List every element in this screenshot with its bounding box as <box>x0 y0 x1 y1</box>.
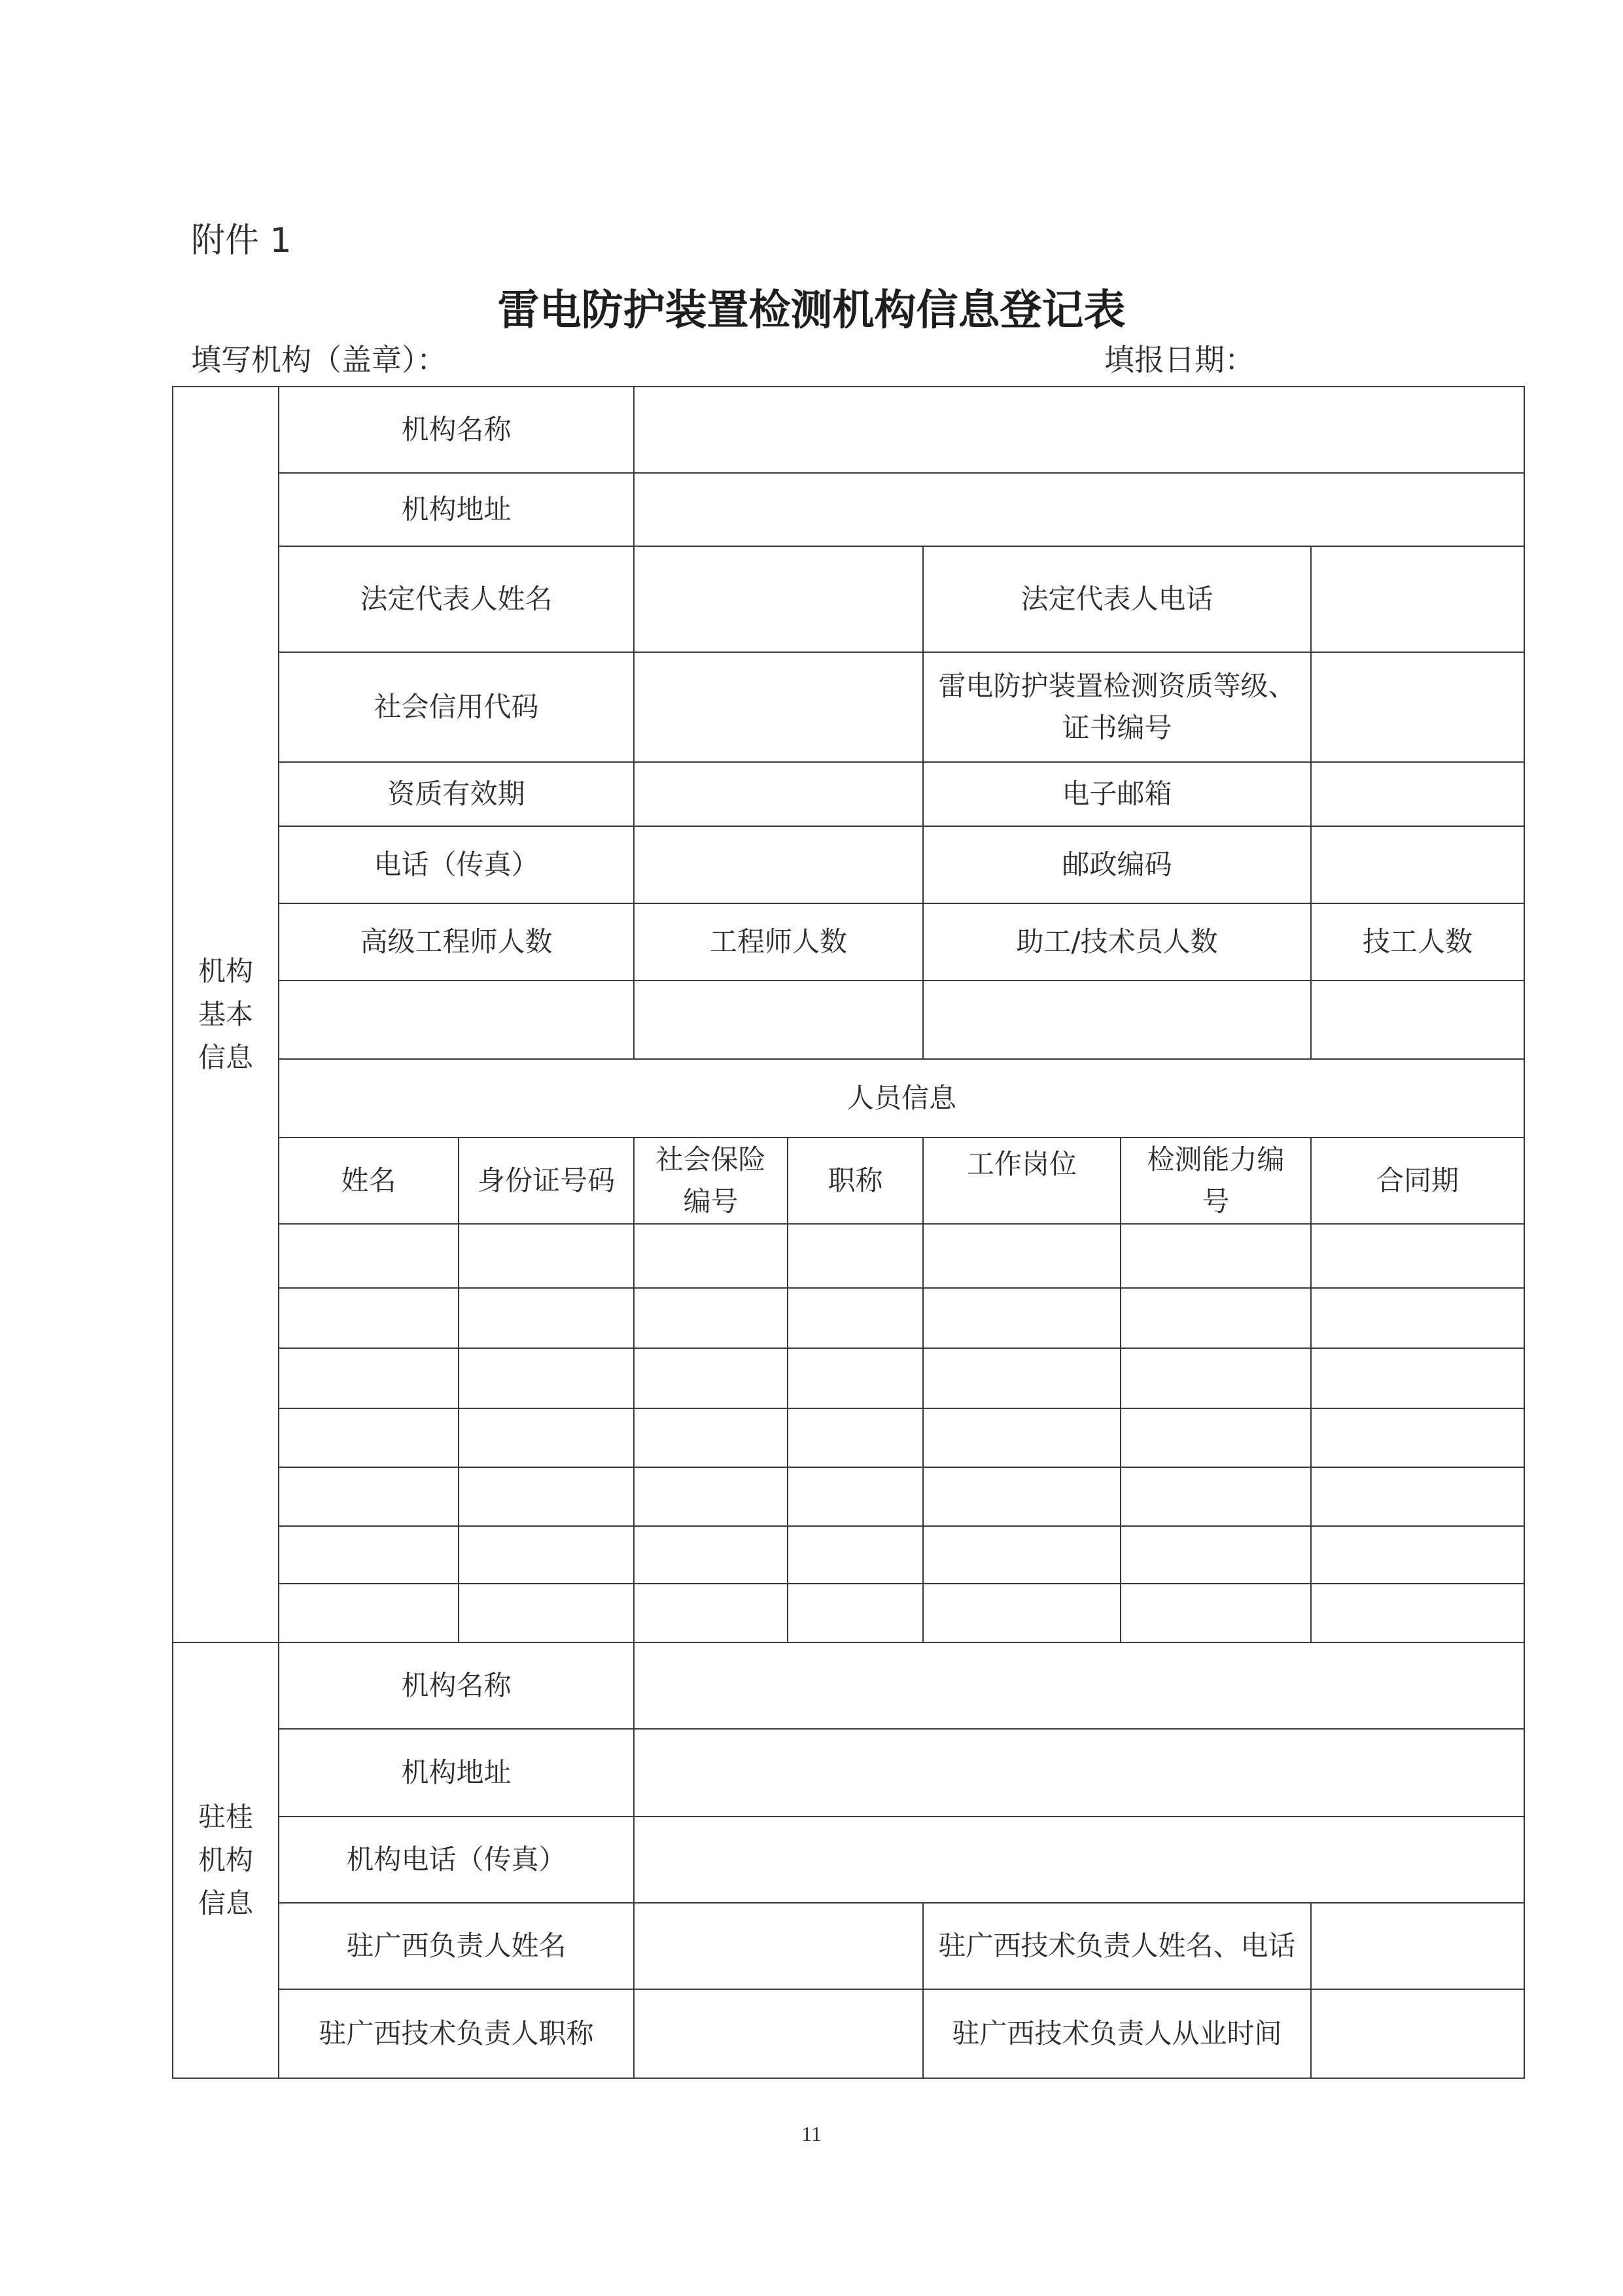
field-gx-org-address[interactable] <box>634 1729 1524 1817</box>
personnel-cell[interactable] <box>1121 1224 1311 1288</box>
personnel-cell[interactable] <box>634 1526 788 1584</box>
label-org-address: 机构地址 <box>279 473 634 546</box>
attachment-label: 附件 1 <box>191 221 292 260</box>
personnel-cell[interactable] <box>1311 1348 1524 1408</box>
personnel-heading: 人员信息 <box>279 1059 1524 1138</box>
personnel-cell[interactable] <box>1121 1584 1311 1643</box>
personnel-cell[interactable] <box>459 1584 634 1643</box>
label-gx-org-name: 机构名称 <box>279 1643 634 1729</box>
label-legal-rep-name: 法定代表人姓名 <box>279 546 634 652</box>
personnel-cell[interactable] <box>923 1348 1121 1408</box>
label-gx-tech-head-years: 驻广西技术负责人从业时间 <box>923 1989 1311 2078</box>
field-gx-org-phone-fax[interactable] <box>634 1817 1524 1903</box>
personnel-row <box>173 1467 1524 1526</box>
field-org-address[interactable] <box>634 473 1524 546</box>
field-postcode[interactable] <box>1311 826 1524 903</box>
label-org-name: 机构名称 <box>279 387 634 473</box>
personnel-cell[interactable] <box>279 1584 459 1643</box>
field-technical-workers[interactable] <box>1311 981 1524 1059</box>
personnel-cell[interactable] <box>279 1526 459 1584</box>
column-header-id-number: 身份证号码 <box>459 1138 634 1224</box>
field-legal-rep-phone[interactable] <box>1311 546 1524 652</box>
registration-form-table <box>172 386 1525 2079</box>
field-qualification-cert[interactable] <box>1311 652 1524 762</box>
personnel-cell[interactable] <box>634 1348 788 1408</box>
column-header-social-insurance-no: 社会保险 编号 <box>634 1138 788 1224</box>
personnel-cell[interactable] <box>788 1408 923 1467</box>
label-qualification-validity: 资质有效期 <box>279 762 634 826</box>
personnel-cell[interactable] <box>923 1584 1121 1643</box>
filling-date-label: 填报日期： <box>1104 342 1255 377</box>
personnel-cell[interactable] <box>788 1348 923 1408</box>
personnel-cell[interactable] <box>1311 1584 1524 1643</box>
field-gx-tech-head-title[interactable] <box>634 1989 923 2078</box>
column-header-name: 姓名 <box>279 1138 459 1224</box>
personnel-row <box>173 1526 1524 1584</box>
label-phone-fax: 电话（传真） <box>279 826 634 903</box>
personnel-cell[interactable] <box>279 1408 459 1467</box>
field-legal-rep-name[interactable] <box>634 546 923 652</box>
personnel-cell[interactable] <box>923 1526 1121 1584</box>
label-postcode: 邮政编码 <box>923 826 1311 903</box>
personnel-cell[interactable] <box>788 1467 923 1526</box>
personnel-row <box>173 1584 1524 1643</box>
section-label-guangxi: 驻桂 机构 信息 <box>173 1643 279 2078</box>
field-org-name[interactable] <box>634 387 1524 473</box>
field-gx-tech-head-years[interactable] <box>1311 1989 1524 2078</box>
personnel-cell[interactable] <box>459 1408 634 1467</box>
column-header-position: 工作岗位 <box>923 1138 1121 1224</box>
personnel-cell[interactable] <box>923 1408 1121 1467</box>
personnel-cell[interactable] <box>459 1224 634 1288</box>
personnel-cell[interactable] <box>1121 1288 1311 1348</box>
personnel-cell[interactable] <box>279 1348 459 1408</box>
personnel-cell[interactable] <box>788 1288 923 1348</box>
field-qualification-validity[interactable] <box>634 762 923 826</box>
label-gx-org-phone-fax: 机构电话（传真） <box>279 1817 634 1903</box>
personnel-row <box>173 1408 1524 1467</box>
personnel-cell[interactable] <box>459 1348 634 1408</box>
field-email[interactable] <box>1311 762 1524 826</box>
personnel-cell[interactable] <box>279 1288 459 1348</box>
label-email: 电子邮箱 <box>923 762 1311 826</box>
personnel-cell[interactable] <box>1121 1467 1311 1526</box>
field-gx-tech-head-name-phone[interactable] <box>1311 1903 1524 1989</box>
field-gx-org-name[interactable] <box>634 1643 1524 1729</box>
field-credit-code[interactable] <box>634 652 923 762</box>
label-gx-tech-head-name-phone: 驻广西技术负责人姓名、电话 <box>923 1903 1311 1989</box>
personnel-cell[interactable] <box>459 1288 634 1348</box>
label-gx-head-name: 驻广西负责人姓名 <box>279 1903 634 1989</box>
form-title: 雷电防护装置检测机构信息登记表 <box>497 286 1126 335</box>
personnel-cell[interactable] <box>923 1467 1121 1526</box>
personnel-cell[interactable] <box>1121 1348 1311 1408</box>
personnel-cell[interactable] <box>634 1584 788 1643</box>
personnel-cell[interactable] <box>634 1288 788 1348</box>
personnel-cell[interactable] <box>279 1224 459 1288</box>
label-engineers: 工程师人数 <box>634 903 923 981</box>
field-phone-fax[interactable] <box>634 826 923 903</box>
label-legal-rep-phone: 法定代表人电话 <box>923 546 1311 652</box>
personnel-cell[interactable] <box>459 1526 634 1584</box>
personnel-cell[interactable] <box>1311 1467 1524 1526</box>
personnel-cell[interactable] <box>634 1224 788 1288</box>
personnel-cell[interactable] <box>788 1584 923 1643</box>
field-senior-engineers[interactable] <box>279 981 634 1059</box>
filling-organization-label: 填写机构（盖章）： <box>191 342 447 377</box>
personnel-cell[interactable] <box>634 1467 788 1526</box>
personnel-cell[interactable] <box>1311 1288 1524 1348</box>
personnel-cell[interactable] <box>923 1224 1121 1288</box>
personnel-cell[interactable] <box>1311 1408 1524 1467</box>
column-header-title: 职称 <box>788 1138 923 1224</box>
personnel-cell[interactable] <box>634 1408 788 1467</box>
page-number: 11 <box>801 2122 822 2146</box>
personnel-cell[interactable] <box>1311 1224 1524 1288</box>
personnel-cell[interactable] <box>1121 1526 1311 1584</box>
field-assistants-technicians[interactable] <box>923 981 1311 1059</box>
label-gx-org-address: 机构地址 <box>279 1729 634 1817</box>
personnel-cell[interactable] <box>1311 1526 1524 1584</box>
label-qualification-cert: 雷电防护装置检测资质等级、 证书编号 <box>923 652 1311 762</box>
field-gx-head-name[interactable] <box>634 1903 923 1989</box>
personnel-cell[interactable] <box>459 1467 634 1526</box>
personnel-cell[interactable] <box>1121 1408 1311 1467</box>
label-senior-engineers: 高级工程师人数 <box>279 903 634 981</box>
section-label-basic: 机构 基本 信息 <box>173 387 279 1643</box>
personnel-cell[interactable] <box>279 1467 459 1526</box>
field-engineers[interactable] <box>634 981 923 1059</box>
personnel-row <box>173 1348 1524 1408</box>
personnel-cell[interactable] <box>923 1288 1121 1348</box>
label-assistants-technicians: 助工/技术员人数 <box>923 903 1311 981</box>
personnel-cell[interactable] <box>788 1526 923 1584</box>
label-gx-tech-head-title: 驻广西技术负责人职称 <box>279 1989 634 2078</box>
column-header-test-ability-no: 检测能力编 号 <box>1121 1138 1311 1224</box>
column-header-contract-period: 合同期 <box>1311 1138 1524 1224</box>
label-technical-workers: 技工人数 <box>1311 903 1524 981</box>
label-credit-code: 社会信用代码 <box>279 652 634 762</box>
personnel-cell[interactable] <box>788 1224 923 1288</box>
personnel-row <box>173 1288 1524 1348</box>
personnel-row <box>173 1224 1524 1288</box>
